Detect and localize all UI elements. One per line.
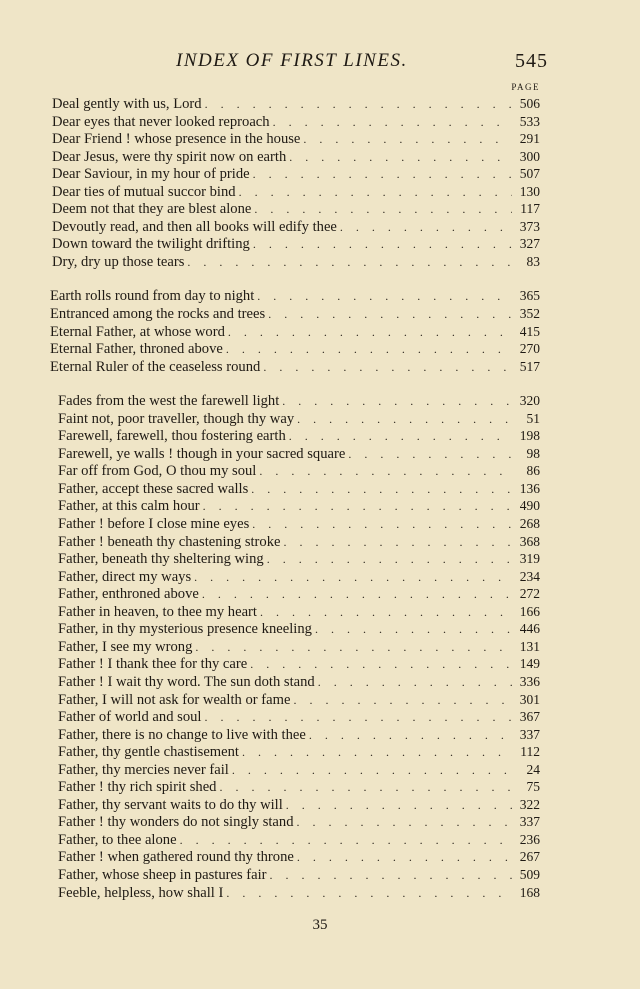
dot-leader <box>202 586 512 604</box>
index-entry <box>58 515 540 533</box>
index-entry <box>58 726 540 744</box>
index-entries <box>50 95 540 901</box>
index-entry <box>58 568 540 586</box>
page-reference: 272 <box>519 586 540 602</box>
index-entry <box>58 392 540 410</box>
dot-leader <box>282 393 512 411</box>
first-line: Eternal Father, at whose word <box>50 323 225 340</box>
index-group <box>50 287 540 375</box>
index-entry <box>58 550 540 568</box>
page-reference: 336 <box>519 673 540 689</box>
index-entry <box>50 323 540 341</box>
dot-leader <box>260 604 512 622</box>
dot-leader <box>283 534 512 552</box>
index-entry <box>52 113 540 131</box>
dot-leader <box>293 692 512 710</box>
dot-leader <box>253 236 512 254</box>
index-entry <box>52 200 540 218</box>
page-reference: 446 <box>519 621 540 637</box>
page-reference: 506 <box>519 96 540 111</box>
dot-leader <box>219 779 512 797</box>
page-column-label: PAGE <box>511 82 540 92</box>
dot-leader <box>273 114 512 132</box>
page-reference: 373 <box>519 218 540 234</box>
index-entry <box>52 235 540 253</box>
first-line: Farewell, ye walls ! though in your sacred square <box>58 445 346 462</box>
signature-mark: 35 <box>312 917 328 933</box>
index-entry <box>58 708 540 726</box>
first-line: Father, I see my wrong <box>58 638 193 655</box>
index-entry <box>52 95 540 113</box>
index-entry <box>50 305 540 323</box>
page-reference: 117 <box>520 201 540 217</box>
dot-leader <box>251 481 512 499</box>
first-line: Father, I will not ask for wealth or fame <box>58 691 291 708</box>
first-line: Father, in thy mysterious presence kneeling <box>58 621 312 638</box>
page-reference: 234 <box>519 568 540 584</box>
dot-leader <box>297 411 512 429</box>
first-line: Father, enthroned above <box>58 586 199 603</box>
page-reference: 327 <box>519 236 540 252</box>
index-entry <box>58 603 540 621</box>
index-entry <box>58 620 540 638</box>
dot-leader <box>187 254 512 272</box>
page-reference: 51 <box>526 410 540 426</box>
first-line: Father ! when gathered round thy throne <box>58 849 294 866</box>
first-line: Father, thy gentle chastisement <box>58 744 239 761</box>
dot-leader <box>226 341 512 359</box>
first-line: Dry, dry up those tears <box>52 253 185 270</box>
dot-leader <box>297 814 512 832</box>
first-line: Father, accept these sacred walls <box>58 480 249 497</box>
dot-leader <box>318 674 512 692</box>
index-entry <box>58 761 540 779</box>
first-line: Father, to thee alone <box>58 831 177 848</box>
index-entry <box>58 497 540 515</box>
index-entry <box>58 585 540 603</box>
page-reference: 198 <box>519 428 540 444</box>
first-line: Farewell, farewell, thou fostering earth <box>58 428 286 445</box>
page-reference: 270 <box>519 341 540 357</box>
first-line: Father ! I wait thy word. The sun doth stand <box>58 673 315 690</box>
index-entry <box>50 287 540 305</box>
dot-leader <box>315 621 512 639</box>
index-entry <box>58 796 540 814</box>
page-reference: 507 <box>519 166 540 182</box>
page-reference: 300 <box>519 148 540 164</box>
first-line: Dear Jesus, were thy spirit now on earth <box>52 148 287 165</box>
first-line: Eternal Ruler of the ceaseless round <box>50 358 261 375</box>
dot-leader <box>348 446 512 464</box>
page-reference: 98 <box>526 445 540 461</box>
dot-leader <box>257 288 512 306</box>
dot-leader <box>340 219 512 237</box>
index-entry <box>58 673 540 691</box>
first-line: Father ! I thank thee for thy care <box>58 656 248 673</box>
index-entry <box>52 130 540 148</box>
first-line: Father ! thy rich spirit shed <box>58 779 217 796</box>
index-entry <box>58 866 540 884</box>
first-line: Dear ties of mutual succor bind <box>52 183 236 200</box>
page-reference: 322 <box>519 796 540 812</box>
dot-leader <box>226 885 512 903</box>
first-line: Deem not that they are blest alone <box>52 201 252 218</box>
dot-leader <box>303 131 512 149</box>
index-group <box>50 392 540 901</box>
first-line: Dear eyes that never looked reproach <box>52 113 270 130</box>
page-reference: 517 <box>519 358 540 374</box>
first-line: Father, whose sheep in pastures fair <box>58 866 267 883</box>
dot-leader <box>204 709 512 727</box>
page-header <box>0 50 640 76</box>
first-line: Father, thy mercies never fail <box>58 761 229 778</box>
first-line: Down toward the twilight drifting <box>52 236 250 253</box>
page-reference: 320 <box>519 393 540 409</box>
page-reference: 130 <box>519 183 540 199</box>
first-line: Entranced among the rocks and trees <box>50 306 266 323</box>
page-reference: 166 <box>519 603 540 619</box>
page-number: 545 <box>515 50 548 72</box>
first-line: Father ! thy wonders do not singly stand <box>58 814 294 831</box>
first-line: Eternal Father, throned above <box>50 341 223 358</box>
dot-leader <box>252 516 512 534</box>
index-entry <box>58 533 540 551</box>
index-entry <box>50 340 540 358</box>
first-line: Devoutly read, and then all books will edify thee <box>52 218 337 235</box>
first-line: Father, thy servant waits to do thy will <box>58 796 283 813</box>
page-reference: 83 <box>526 253 540 269</box>
index-entry <box>52 183 540 201</box>
first-line: Father, beneath thy sheltering wing <box>58 551 264 568</box>
dot-leader <box>232 762 512 780</box>
page-reference: 490 <box>519 498 540 514</box>
page-reference: 368 <box>519 533 540 549</box>
index-entry <box>58 884 540 902</box>
dot-leader <box>242 744 512 762</box>
first-line: Deal gently with us, Lord <box>52 96 202 112</box>
page-reference: 533 <box>519 113 540 129</box>
first-line: Father ! before I close mine eyes <box>58 516 250 533</box>
first-line: Father in heaven, to thee my heart <box>58 603 257 620</box>
index-group <box>50 95 540 270</box>
page-reference: 236 <box>519 831 540 847</box>
page-reference: 367 <box>519 709 540 725</box>
first-line: Father of world and soul <box>58 709 202 726</box>
dot-leader <box>203 498 512 516</box>
dot-leader <box>270 867 512 885</box>
page-reference: 136 <box>519 480 540 496</box>
index-entry <box>58 480 540 498</box>
page-reference: 75 <box>526 779 540 795</box>
index-entry <box>58 848 540 866</box>
dot-leader <box>289 149 512 167</box>
dot-leader <box>286 797 512 815</box>
first-line: Fades from the west the farewell light <box>58 393 280 410</box>
dot-leader <box>259 463 512 481</box>
first-line: Father ! beneath thy chastening stroke <box>58 533 281 550</box>
page-reference: 267 <box>519 849 540 865</box>
page-reference: 86 <box>526 463 540 479</box>
dot-leader <box>263 359 512 377</box>
first-line: Dear Saviour, in my hour of pride <box>52 166 250 183</box>
index-entry <box>58 445 540 463</box>
page-reference: 319 <box>519 551 540 567</box>
page-reference: 112 <box>520 744 540 760</box>
running-title: INDEX OF FIRST LINES. <box>176 50 408 71</box>
index-entry <box>58 427 540 445</box>
page-reference: 415 <box>519 323 540 339</box>
page-reference: 291 <box>519 131 540 147</box>
dot-leader <box>253 166 512 184</box>
page-reference: 337 <box>519 726 540 742</box>
index-entry <box>58 831 540 849</box>
index-entry <box>58 743 540 761</box>
dot-leader <box>254 201 512 219</box>
index-entry <box>50 358 540 376</box>
index-entry <box>52 218 540 236</box>
index-entry <box>58 655 540 673</box>
page-reference: 365 <box>519 288 540 304</box>
first-line: Dear Friend ! whose presence in the house <box>52 131 301 148</box>
dot-leader <box>180 832 512 850</box>
index-entry <box>58 813 540 831</box>
page-reference: 168 <box>519 884 540 900</box>
dot-leader <box>250 656 512 674</box>
dot-leader <box>267 551 512 569</box>
first-line: Father, direct my ways <box>58 568 192 585</box>
first-line: Earth rolls round from day to night <box>50 288 255 305</box>
index-entry <box>52 148 540 166</box>
first-line: Father, at this calm hour <box>58 498 200 515</box>
index-entry <box>58 778 540 796</box>
page-reference: 337 <box>519 814 540 830</box>
dot-leader <box>195 639 512 657</box>
first-line: Father, there is no change to live with thee <box>58 726 306 743</box>
dot-leader <box>228 324 512 342</box>
dot-leader <box>289 428 512 446</box>
page-reference: 352 <box>519 306 540 322</box>
dot-leader <box>239 184 512 202</box>
first-line: Feeble, helpless, how shall I <box>58 884 224 901</box>
dot-leader <box>194 569 512 587</box>
page-reference: 131 <box>519 638 540 654</box>
first-line: Faint not, poor traveller, though thy way <box>58 410 295 427</box>
dot-leader <box>205 96 512 114</box>
page-reference: 509 <box>519 866 540 882</box>
index-entry <box>58 638 540 656</box>
first-line: Far off from God, O thou my soul <box>58 463 257 480</box>
page-reference: 149 <box>519 656 540 672</box>
page-reference: 268 <box>519 516 540 532</box>
index-entry <box>58 410 540 428</box>
dot-leader <box>297 849 512 867</box>
index-entry <box>58 691 540 709</box>
dot-leader <box>309 727 512 745</box>
page-reference: 301 <box>519 691 540 707</box>
index-entry <box>58 462 540 480</box>
index-entry <box>52 165 540 183</box>
page-reference: 24 <box>526 761 540 777</box>
index-entry <box>52 253 540 271</box>
dot-leader <box>268 306 512 324</box>
